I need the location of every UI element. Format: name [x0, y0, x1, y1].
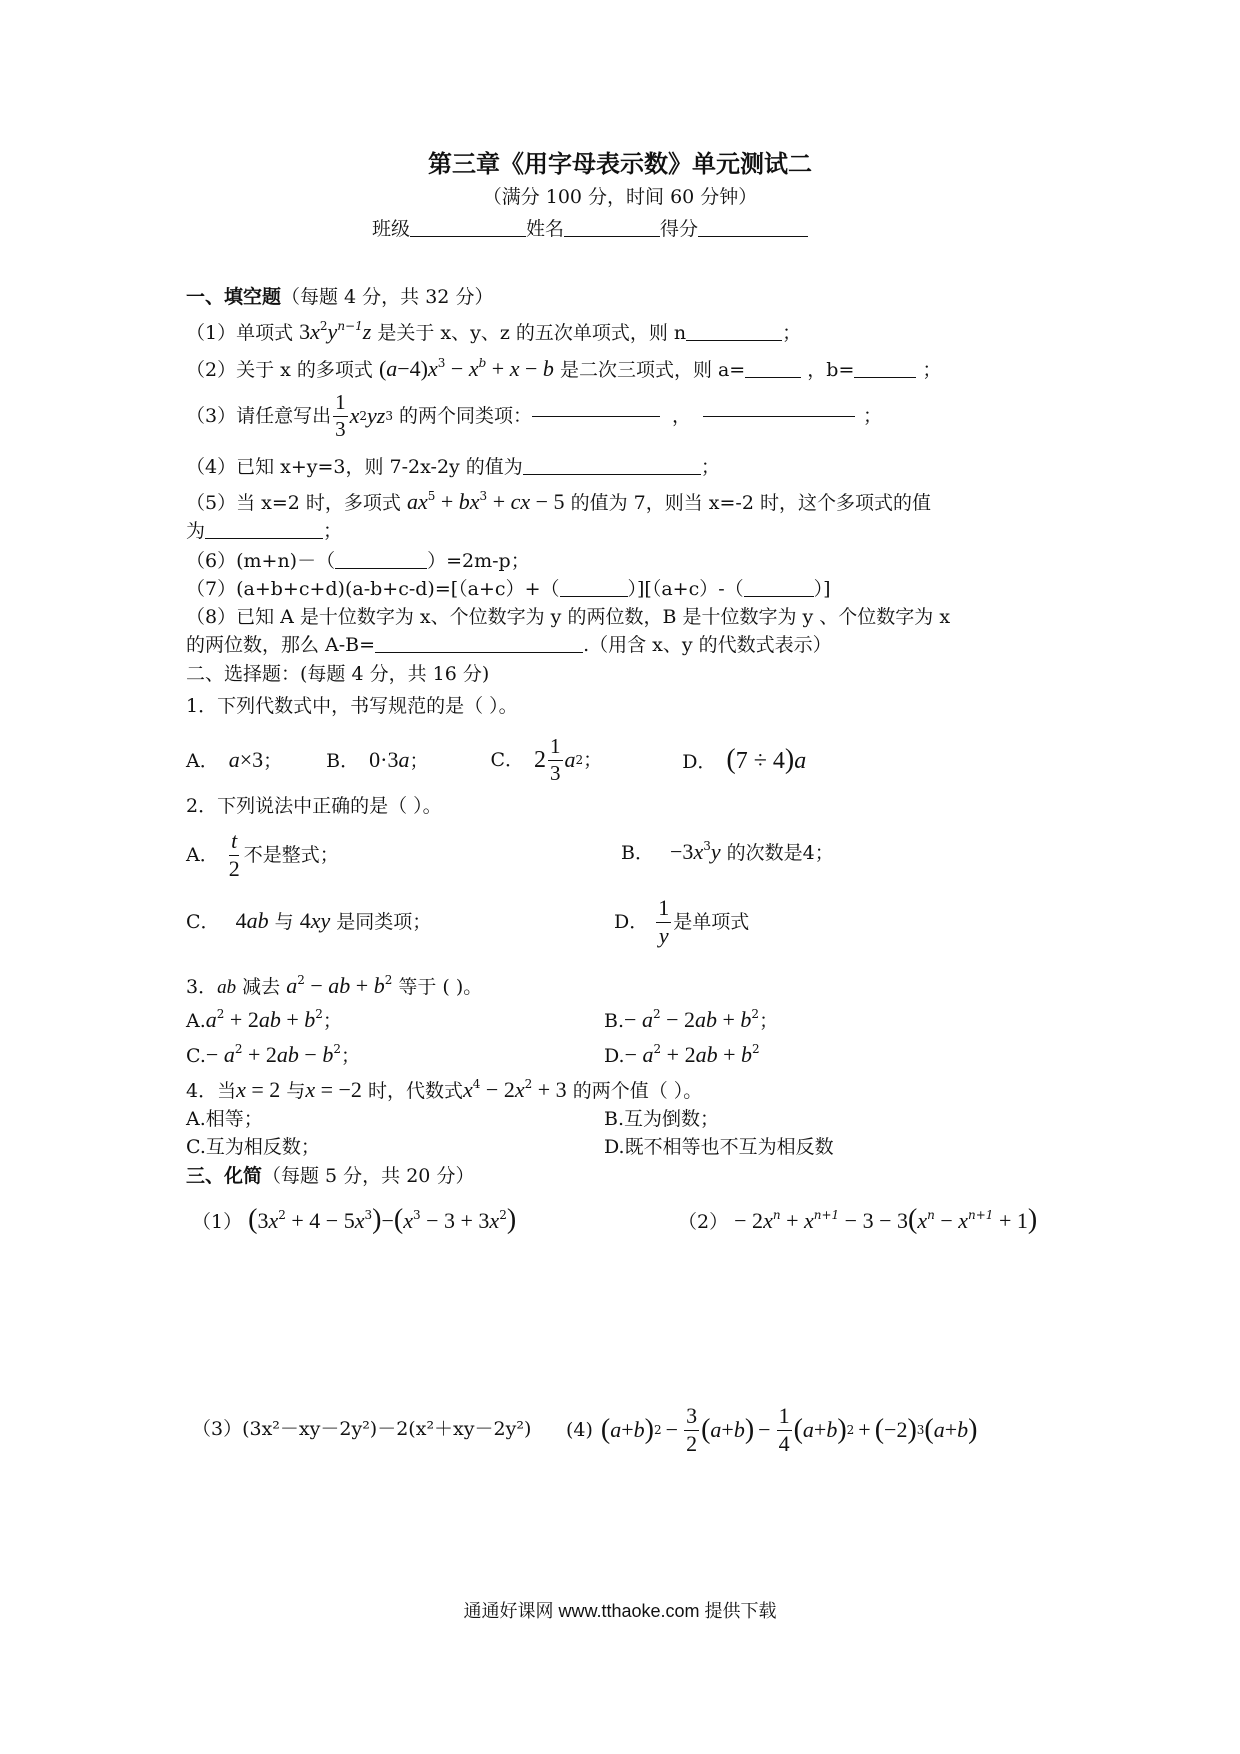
answer-blank — [375, 651, 583, 653]
class-label: 班级 — [372, 218, 411, 240]
answer-blank-2 — [744, 595, 814, 597]
answer-blank — [205, 537, 323, 539]
choice-question-2-option-c: C． 4ab 与 4xy 是同类项； — [186, 908, 432, 933]
fill-question-7: （7）(a+b+c+d)(a-b+c-d)=[（a+c）+（ ）][（a+c）-（ ）] — [186, 578, 831, 600]
section1-note: （每题 4 分，共 32 分） — [281, 286, 494, 308]
choice-question-3-option-d: $D.- a^2 + 2ab + b^2$ — [604, 1042, 760, 1067]
fill-question-1: （1）单项式 $3x^2y^{n-1}z$ 是关于 x、y、z 的五次单项式，则 n ； — [186, 319, 802, 344]
student-info-line — [372, 220, 808, 239]
fill-question-8-line2: 的两位数，那么 A-B= .（用含 x、y 的代数式表示） — [186, 634, 832, 656]
answer-blank — [335, 567, 427, 569]
fill-question-5: （5）当 x=2 时，多项式 $ax^5 + bx^3$ + cx − 5 的值为 7，则当 x=-2 时，这个多项式的值 — [186, 489, 931, 514]
simplify-problem-3: （3）(3x²－xy－2y²)－2(x²＋xy－2y²) — [192, 1418, 532, 1440]
option-c: C． 2 $\frac{1}{3}$ a 2 ； — [490, 734, 603, 785]
answer-blank-1 — [532, 415, 660, 417]
class-blank — [410, 235, 526, 237]
answer-blank — [686, 339, 782, 341]
choice-question-4-option-a: A.相等； — [186, 1108, 263, 1130]
score-label: 得分 — [660, 218, 699, 240]
fill-question-5-line2: 为 ； — [186, 520, 343, 542]
choice-question-3-stem: 3．ab 减去 $a^2$ − ab + $b^2$ 等于 ( )。 — [186, 973, 483, 998]
section3-heading-line — [186, 1167, 474, 1186]
answer-blank-a — [745, 376, 801, 378]
name-blank — [564, 235, 660, 237]
choice-question-4-option-c: C.互为相反数； — [186, 1136, 320, 1158]
choice-question-2-stem: 2．下列说法中正确的是（ ）。 — [186, 795, 442, 817]
page-title: 第三章《用字母表示数》单元测试二 — [428, 149, 812, 178]
choice-question-2-option-a: A． $\frac{t}{2}$ 不是整式； — [186, 828, 339, 881]
section1-heading: 一、填空题 — [186, 286, 282, 308]
section1-heading-line — [186, 288, 493, 307]
page-subtitle: （满分 100 分，时间 60 分钟） — [482, 186, 758, 208]
choice-question-4-option-b: B.互为倒数； — [604, 1108, 720, 1130]
choice-question-4-stem: 4．当x = 2 与x = −2 时，代数式$x^4 - 2x^2 + 3$ 的两个值（ ）。 — [186, 1077, 703, 1102]
choice-question-3-option-b: $B.- a^2 - 2ab + b^2$； — [604, 1007, 779, 1032]
simplify-problem-2: $(2) - 2x^n + x^{n+1} - 3 - 3(x^n - x^{n+1} + 1)$ — [678, 1204, 1038, 1235]
choice-question-3-option-a: $A.a^2 + 2ab + b^2$； — [186, 1007, 342, 1032]
score-blank — [698, 235, 808, 237]
fill-question-2: （2）关于 x 的多项式 $(a-4)x^3 - x^b + x - b$ 是二次三项式，则 a= ，b= ； — [186, 356, 942, 381]
fill-question-8: （8）已知 A 是十位数字为 x、个位数字为 y 的两位数，B 是十位数字为 y 、个位数字为 x — [186, 606, 951, 628]
choice-question-1-stem: 1．下列代数式中，书写规范的是（ ）。 — [186, 695, 518, 717]
choice-question-3-option-c: $C.- a^2 + 2ab - b^2$； — [186, 1042, 360, 1067]
option-b: B． 0·3a； — [326, 747, 429, 772]
simplify-problem-4: (4) ( a + b ) 2 − $\frac{3}{2}$ ( a + b ) − $\frac{1}{4}$ ( a + b ) 2 + ( −2 ) 3 ( a + b ) — [566, 1403, 978, 1456]
answer-blank — [523, 473, 701, 475]
option-d: D． (7 ÷ 4)a — [682, 744, 807, 775]
simplify-problem-1: （1） $(3x^2 + 4 - 5x^3)-(x^3 - 3 + 3x^2)$ — [192, 1204, 517, 1235]
fill-question-3: （3）请任意写出 $\frac{1}{3}$ x 2 yz 3 的两个同类项： ， ； — [186, 390, 883, 441]
answer-blank-2 — [703, 415, 855, 417]
section3-heading: 三、化简 — [186, 1165, 263, 1187]
option-a: A． a×3； — [186, 747, 283, 772]
section2-heading: 二、选择题：(每题 4 分，共 16 分) — [186, 663, 490, 685]
choice-question-2-option-d: D． $\frac{1}{y}$ 是单项式 — [614, 895, 750, 948]
choice-question-4-option-d: D.既不相等也不互为相反数 — [604, 1136, 834, 1158]
choice-question-2-option-b: B． $-3x^3y$ 的次数是4； — [621, 839, 834, 864]
answer-blank-1 — [560, 595, 628, 597]
name-label: 姓名 — [526, 218, 565, 240]
fill-question-4: （4）已知 x+y=3，则 7-2x-2y 的值为 ； — [186, 456, 720, 478]
answer-blank-b — [854, 376, 916, 378]
fill-question-6: （6）(m+n)－（ ）=2m-p； — [186, 550, 530, 572]
footer-text: 通通好课网 www.tthaoke.com 提供下载 — [463, 1601, 777, 1621]
choice-question-1-options — [186, 732, 806, 788]
section3-note: （每题 5 分，共 20 分） — [262, 1165, 475, 1187]
